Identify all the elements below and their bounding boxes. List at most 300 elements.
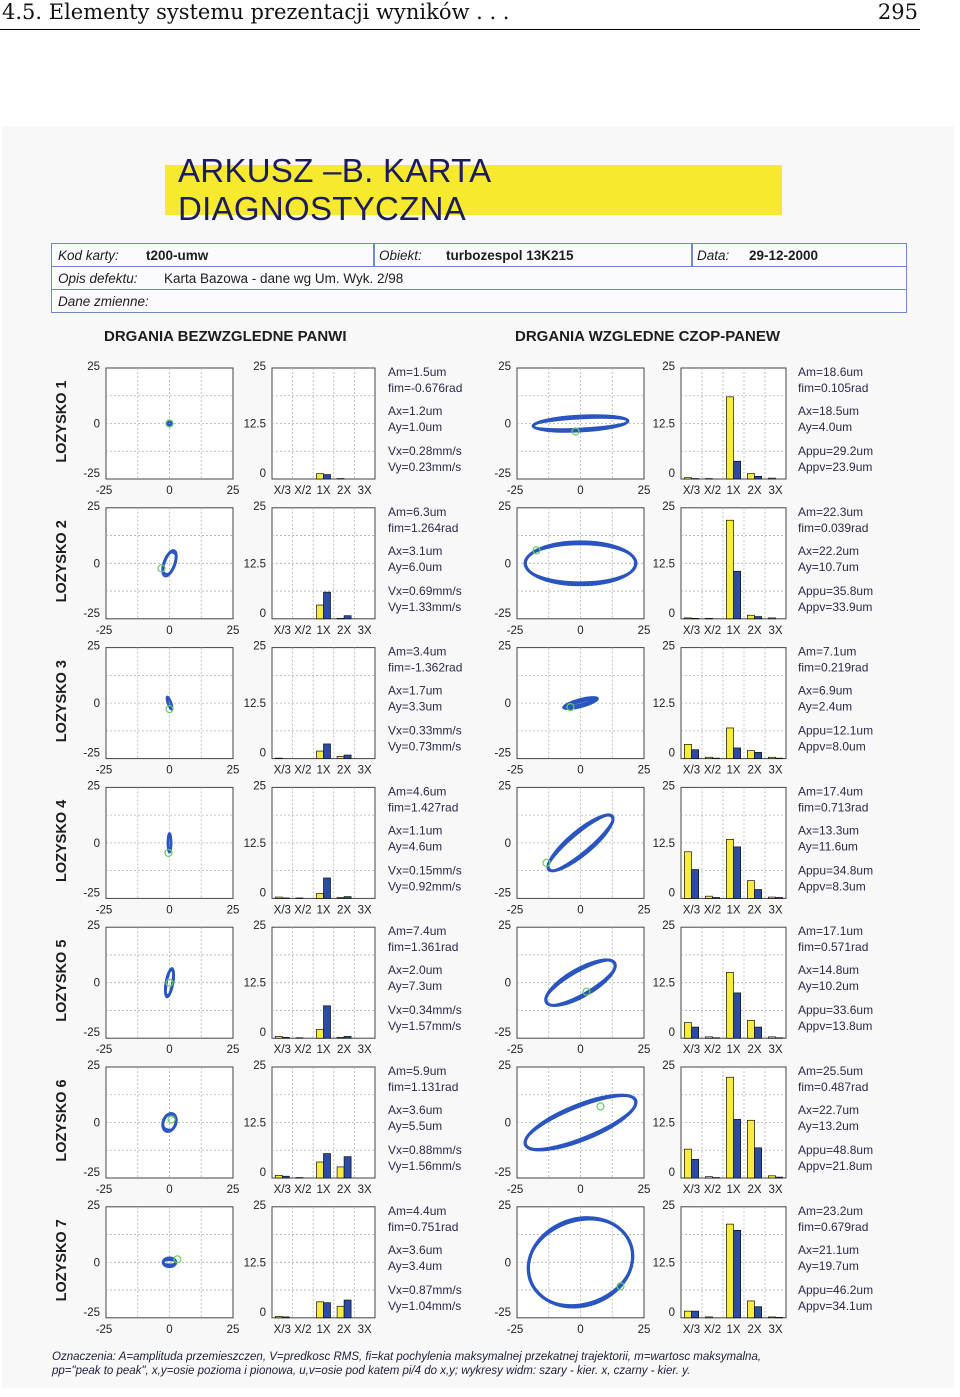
spectrum-y-tick: 0 [259,607,266,620]
orbit-y-tick: -25 [83,747,100,760]
spectrum-bar-y [344,1157,351,1178]
orbit-x-tick: 0 [166,624,173,637]
spectrum-x-tick: X/3 [682,764,701,777]
measurement-annotation: fim=1.427rad [388,800,459,815]
orbit-y-tick: -25 [494,747,511,760]
spectrum-bar-x [747,1020,754,1038]
spectrum-y-tick: 25 [662,640,675,653]
measurement-annotation: Ay=10.7um [798,559,859,574]
measurement-annotation: Ay=10.2um [798,979,859,994]
bearing-label: LOZYSKO 1 [54,380,70,463]
spectrum-bar-x [768,478,775,479]
spectrum-x-tick: X/3 [682,485,701,497]
spectrum-x-tick: 3X [357,764,372,777]
measurement-annotation: Vx=0.33mm/s [388,723,462,738]
measurement-annotation: Ax=2.0um [388,963,443,978]
opis-label: Opis defektu: [58,271,138,286]
measurement-annotation: Vy=1.57mm/s [388,1019,462,1034]
orbit-y-tick: 0 [504,837,511,850]
measurement-annotation: fim=0.571rad [798,940,869,955]
spectrum-y-tick: 25 [253,780,266,793]
spectrum-bar-x [726,1077,733,1178]
spectrum-y-tick: 12.5 [243,698,266,711]
spectrum-bar-y [344,1300,351,1318]
spectrum-bar-y [692,870,699,899]
spectrum-bar-x [337,756,344,758]
spectrum-bar-y [282,1317,289,1318]
spectrum-x-tick: 2X [337,485,352,497]
orbit-x-tick: -25 [506,1044,524,1057]
measurement-annotation: Vx=0.28mm/s [388,444,462,458]
orbit-x-tick: 25 [637,1044,651,1057]
spectrum-bar-x [684,478,691,479]
spectrum-x-tick: X/2 [703,1044,722,1057]
spectrum-x-tick: 1X [726,1044,741,1057]
orbit-x-tick: 0 [577,1323,584,1336]
spectrum-bar-x [275,1175,282,1178]
spectrum-x-tick: X/3 [273,764,291,777]
measurement-annotation: Ay=6.0um [388,559,443,574]
spectrum-bar-x [316,1162,323,1178]
orbit-x-tick: 0 [577,1184,584,1196]
spectrum-x-tick: 3X [768,1323,783,1336]
orbit-x-tick: 25 [637,904,651,917]
measurement-annotation: Vx=0.87mm/s [388,1282,462,1297]
section-heading: 4.5. Elementy systemu prezentacji wyników . . . [2,0,510,24]
section-title-absolute: DRGANIA BEZWZGLEDNE PANWI [104,328,347,345]
spectrum-x-tick: X/2 [294,904,312,917]
spectrum-bar-x [747,615,754,619]
measurement-annotation: Vy=1.04mm/s [388,1298,462,1313]
orbit-y-tick: -25 [83,468,100,480]
spectrum-x-tick: X/2 [703,1184,722,1196]
spectrum-bar-y [324,475,331,479]
spectrum-bar-x [316,1029,323,1038]
orbit-x-tick: 25 [226,1044,240,1057]
spectrum-x-tick: 1X [316,485,331,497]
data-value: 29-12-2000 [749,248,819,263]
spectrum-x-tick: 1X [316,624,331,637]
orbit-y-tick: 0 [504,558,511,571]
orbit-y-tick: 0 [504,698,511,711]
spectrum-y-tick: 0 [668,747,675,760]
spectrum-bar-x [747,1120,754,1178]
orbit-y-tick: 25 [87,780,100,793]
orbit-x-tick: -25 [95,904,113,917]
measurement-annotation: Ax=22.7um [798,1103,860,1117]
spectrum-bar-y [755,752,762,758]
spectrum-x-tick: X/3 [273,1184,291,1196]
orbit-y-tick: -25 [83,607,100,620]
spectrum-bar-y [692,1159,699,1178]
orbit-y-tick: -25 [494,607,511,620]
orbit-y-tick: -25 [494,1167,511,1179]
spectrum-x-tick: X/3 [273,904,291,917]
spectrum-x-tick: 3X [357,485,372,497]
measurement-annotation: Appv=34.1um [798,1298,873,1313]
orbit-x-tick: -25 [95,1044,113,1057]
measurement-annotation: Ay=7.3um [388,979,443,994]
spectrum-y-tick: 25 [662,361,675,373]
measurement-annotation: Ax=1.2um [388,404,443,418]
spectrum-plot-frame [272,648,375,759]
spectrum-y-tick: 0 [668,607,675,620]
kod-value: t200-umw [146,248,209,263]
spectrum-bar-y [324,878,331,898]
measurement-annotation: Ay=5.5um [388,1119,443,1133]
measurement-annotation: Appu=12.1um [798,723,874,738]
spectrum-x-tick: 2X [337,904,352,917]
spectrum-y-tick: 25 [662,780,675,793]
orbit-x-tick: 25 [637,764,651,777]
spectrum-x-tick: 1X [726,764,741,777]
measurement-annotation: Ax=21.1um [798,1242,860,1257]
spectrum-x-tick: 2X [747,624,762,637]
spectrum-bar-y [755,1027,762,1038]
spectrum-x-tick: 1X [726,1323,741,1336]
spectrum-bar-x [684,744,691,758]
spectrum-bar-x [316,1302,323,1318]
spectrum-x-tick: 2X [337,624,352,637]
measurement-annotation: fim=1.361rad [388,940,459,955]
measurement-annotation: Am=4.6um [388,784,447,799]
spectrum-x-tick: 3X [768,624,783,637]
measurement-annotation: Am=17.4um [798,784,864,799]
measurement-annotation: Ax=18.5um [798,404,860,418]
orbit-x-tick: 0 [166,904,173,917]
spectrum-bar-x [705,1317,712,1318]
orbit-y-tick: -25 [494,468,511,480]
orbit-y-tick: 0 [504,1257,511,1270]
spectrum-bar-y [734,993,741,1038]
spectrum-bar-y [734,1230,741,1317]
orbit-x-tick: 0 [166,764,173,777]
spectrum-bar-y [734,1119,741,1178]
legend-note [52,1350,761,1378]
measurement-annotation: Am=1.5um [388,365,447,379]
spectrum-y-tick: 12.5 [652,1257,675,1270]
spectrum-bar-y [282,1037,289,1038]
spectrum-plot-frame [272,368,375,479]
spectrum-x-tick: X/2 [294,485,312,497]
measurement-annotation: fim=1.264rad [388,520,459,535]
measurement-annotation: Ax=3.6um [388,1242,443,1257]
spectrum-y-tick: 0 [259,1306,266,1319]
spectrum-x-tick: 1X [726,1184,741,1196]
orbit-x-tick: 0 [166,1323,173,1336]
spectrum-bar-y [324,1303,331,1318]
orbit-y-tick: 25 [498,361,511,373]
spectrum-bar-x [275,1036,282,1038]
sheet-title: ARKUSZ –B. KARTA DIAGNOSTYCZNA [165,165,782,215]
orbit-x-tick: 25 [226,764,240,777]
spectrum-x-tick: 3X [768,1184,783,1196]
measurement-annotation: Appv=33.9um [798,599,873,614]
measurement-annotation: fim=0.219rad [798,660,869,675]
spectrum-x-tick: 1X [316,904,331,917]
spectrum-x-tick: 1X [316,1184,331,1196]
spectrum-x-tick: X/3 [682,1184,701,1196]
measurement-annotation: Appv=21.8um [798,1159,873,1173]
spectrum-y-tick: 12.5 [652,558,675,571]
spectrum-bar-y [344,616,351,619]
spectrum-bar-x [768,1317,775,1318]
spectrum-x-tick: 2X [337,764,352,777]
orbit-x-tick: 25 [226,485,240,497]
spectrum-y-tick: 0 [668,887,675,900]
orbit-y-tick: -25 [83,1167,100,1179]
spectrum-y-tick: 12.5 [243,1117,266,1130]
measurement-annotation: Ay=3.3um [388,699,443,714]
measurement-annotation: Ay=4.6um [388,839,443,854]
spectrum-x-tick: 2X [747,1184,762,1196]
orbit-x-tick: 0 [166,1044,173,1057]
spectrum-y-tick: 0 [668,1306,675,1319]
measurement-annotation: Am=25.5um [798,1064,864,1078]
bearing-label: LOZYSKO 6 [54,1079,70,1162]
spectrum-bar-x [726,728,733,759]
orbit-x-tick: 0 [577,485,584,497]
spectrum-bar-x [726,397,733,479]
spectrum-bar-x [316,474,323,479]
spectrum-bar-y [324,592,331,619]
dane-label: Dane zmienne: [58,294,149,309]
bearing-label: LOZYSKO 4 [54,799,70,882]
measurement-annotation: Am=23.2um [798,1203,864,1218]
spectrum-x-tick: 3X [357,1323,372,1336]
measurement-annotation: Ay=2.4um [798,699,853,714]
orbit-y-tick: 25 [498,780,511,793]
spectrum-x-tick: X/2 [703,904,722,917]
orbit-x-tick: -25 [95,624,113,637]
spectrum-x-tick: 3X [768,485,783,497]
obiekt-value: turbozespol 13K215 [446,248,574,263]
spectrum-bar-x [768,618,775,619]
orbit-y-tick: 0 [93,977,100,990]
spectrum-y-tick: 12.5 [243,1257,266,1270]
orbit-y-tick: 0 [93,837,100,850]
spectrum-bar-y [776,1177,783,1178]
spectrum-bar-x [275,1316,282,1317]
spectrum-x-tick: X/2 [294,1323,312,1336]
spectrum-y-tick: 12.5 [652,837,675,850]
measurement-annotation: Ay=13.2um [798,1119,859,1133]
spectrum-bar-y [344,1036,351,1038]
spectrum-y-tick: 25 [253,920,266,933]
spectrum-bar-x [316,751,323,759]
measurement-annotation: Appv=8.3um [798,879,866,894]
spectrum-x-tick: 2X [747,764,762,777]
measurement-annotation: Am=3.4um [388,644,447,659]
spectrum-x-tick: X/3 [273,1323,291,1336]
spectrum-y-tick: 0 [259,1167,266,1179]
spectrum-x-tick: X/3 [682,1323,701,1336]
opis-value: Karta Bazowa - dane wg Um. Wyk. 2/98 [164,271,404,286]
orbit-x-tick: 0 [577,764,584,777]
bearing-label: LOZYSKO 3 [54,660,70,743]
spectrum-x-tick: 3X [357,1184,372,1196]
orbit-y-tick: -25 [494,887,511,900]
legend-note-line: Oznaczenia: A=amplituda przemieszczen, V=predkosc RMS, fi=kat pochylenia maksymalnej przekatnej trajektorii, m=wartosc maksymalna, [52,1351,762,1363]
orbit-y-tick: 25 [87,1060,100,1072]
orbit-x-tick: -25 [506,764,524,777]
orbit-x-tick: -25 [506,904,524,917]
spectrum-x-tick: 2X [747,1044,762,1057]
measurement-annotation: Am=22.3um [798,504,864,519]
spectrum-y-tick: 0 [259,468,266,480]
measurement-annotation: Appu=35.8um [798,583,874,598]
spectrum-x-tick: X/2 [294,1184,312,1196]
orbit-y-tick: 0 [93,1117,100,1130]
spectrum-y-tick: 12.5 [243,837,266,850]
measurement-annotation: Vx=0.88mm/s [388,1143,462,1157]
orbit-y-tick: 0 [93,1257,100,1270]
spectrum-bar-x [768,757,775,758]
measurement-annotation: Ay=1.0um [388,420,443,434]
spectrum-y-tick: 0 [668,468,675,480]
bearing-label: LOZYSKO 7 [54,1219,70,1302]
spectrum-bar-y [713,898,720,899]
measurement-annotation: fim=0.679rad [798,1219,869,1234]
measurement-annotation: Appu=34.8um [798,863,874,878]
orbit-y-tick: -25 [83,887,100,900]
orbit-y-tick: 0 [93,698,100,711]
orbit-x-tick: 25 [637,624,651,637]
spectrum-y-tick: 0 [259,747,266,760]
spectrum-x-tick: 3X [357,1044,372,1057]
orbit-y-tick: 0 [93,558,100,571]
kod-label: Kod karty: [58,248,119,263]
orbit-x-tick: -25 [506,624,524,637]
spectrum-bar-y [324,1006,331,1038]
spectrum-bar-x [726,520,733,619]
spectrum-x-tick: 1X [316,1323,331,1336]
spectrum-bar-y [734,748,741,759]
measurement-annotation: Vy=0.92mm/s [388,879,462,894]
legend-note-line: pp="peak to peak", x,y=osie pozioma i pionowa, u,v=osie pod katem pi/4 do x,y; wykresy widm: szary - kier. x, czarny - kier. y. [52,1365,691,1377]
spectrum-y-tick: 12.5 [243,558,266,571]
measurement-annotation: Am=7.1um [798,644,857,659]
measurement-annotation: Vy=0.23mm/s [388,460,462,474]
orbit-x-tick: 25 [637,1323,651,1336]
measurement-annotation: Vx=0.15mm/s [388,863,462,878]
spectrum-bar-x [316,894,323,899]
measurement-annotation: Ax=3.1um [388,543,443,558]
spectrum-bar-y [776,898,783,899]
orbit-y-tick: 25 [498,1060,511,1072]
spectrum-y-tick: 12.5 [652,977,675,990]
spectrum-bar-y [755,617,762,619]
measurement-annotation: fim=0.713rad [798,800,869,815]
measurement-annotation: Appv=13.8um [798,1019,873,1034]
spectrum-x-tick: 1X [316,1044,331,1057]
spectrum-bar-y [692,1027,699,1038]
spectrum-y-tick: 25 [253,640,266,653]
spectrum-bar-x [768,1037,775,1038]
orbit-y-tick: 25 [498,920,511,933]
spectrum-x-tick: X/3 [682,1044,701,1057]
spectrum-x-tick: X/2 [703,624,722,637]
spectrum-x-tick: 2X [337,1184,352,1196]
orbit-x-tick: -25 [506,1323,524,1336]
spectrum-bar-x [684,1023,691,1039]
spectrum-bar-y [344,755,351,759]
spectrum-bar-y [282,1176,289,1178]
measurement-annotation: Appv=23.9um [798,460,873,474]
spectrum-x-tick: X/3 [682,624,701,637]
measurement-annotation: Vx=0.69mm/s [388,583,462,598]
measurement-annotation: Am=17.1um [798,924,864,939]
orbit-y-tick: -25 [83,1027,100,1040]
orbit-y-tick: 0 [504,1117,511,1130]
spectrum-y-tick: 25 [253,500,266,513]
measurement-annotation: Am=18.6um [798,365,864,379]
spectrum-x-tick: 1X [726,904,741,917]
measurement-annotation: Ay=11.6um [798,839,858,854]
orbit-y-tick: 25 [498,1199,511,1212]
measurement-annotation: fim=0.105rad [798,381,869,395]
spectrum-bar-x [768,897,775,898]
spectrum-bar-y [755,890,762,899]
spectrum-bar-x [684,852,691,899]
measurement-annotation: Am=4.4um [388,1203,447,1218]
orbit-y-tick: -25 [83,1306,100,1319]
spectrum-y-tick: 25 [662,1199,675,1212]
spectrum-x-tick: 3X [357,904,372,917]
measurement-annotation: Ax=22.2um [798,543,860,558]
measurement-annotation: fim=0.039rad [798,520,869,535]
spectrum-bar-y [324,744,331,759]
measurement-annotation: fim=-1.362rad [388,660,463,675]
spectrum-bar-x [684,618,691,619]
spectrum-bar-x [705,1037,712,1038]
spectrum-bar-y [692,1311,699,1318]
spectrum-bar-x [705,757,712,758]
spectrum-y-tick: 12.5 [652,418,675,431]
spectrum-bar-y [344,897,351,899]
orbit-x-tick: -25 [95,485,113,497]
orbit-x-tick: 25 [226,1323,240,1336]
spectrum-bar-y [324,1154,331,1178]
spectrum-bar-y [734,571,741,619]
orbit-y-tick: 25 [87,500,100,513]
spectrum-bar-x [337,1167,344,1178]
spectrum-bar-x [337,1306,344,1318]
measurement-annotation: Ax=6.9um [798,683,853,698]
orbit-y-tick: 25 [87,640,100,653]
spectrum-bar-y [734,461,741,479]
spectrum-bar-x [747,881,754,899]
spectrum-bar-y [755,1307,762,1318]
spectrum-bar-x [726,972,733,1038]
measurement-annotation: Appu=29.2um [798,444,874,458]
measurement-annotation: Vy=1.33mm/s [388,599,462,614]
spectrum-y-tick: 0 [668,1167,675,1179]
obiekt-label: Obiekt: [379,248,422,263]
spectrum-x-tick: 3X [768,904,783,917]
spectrum-bar-x [684,1149,691,1178]
orbit-y-tick: 25 [498,640,511,653]
measurement-annotation: Am=7.4um [388,924,447,939]
spectrum-bar-y [755,476,762,479]
spectrum-bar-x [747,474,754,479]
spectrum-plot-frame [272,1207,375,1318]
spectrum-bar-y [734,847,741,899]
bearing-label: LOZYSKO 5 [54,939,70,1022]
orbit-y-tick: -25 [494,1306,511,1319]
spectrum-x-tick: X/3 [273,1044,291,1057]
measurement-annotation: Am=5.9um [388,1064,447,1078]
